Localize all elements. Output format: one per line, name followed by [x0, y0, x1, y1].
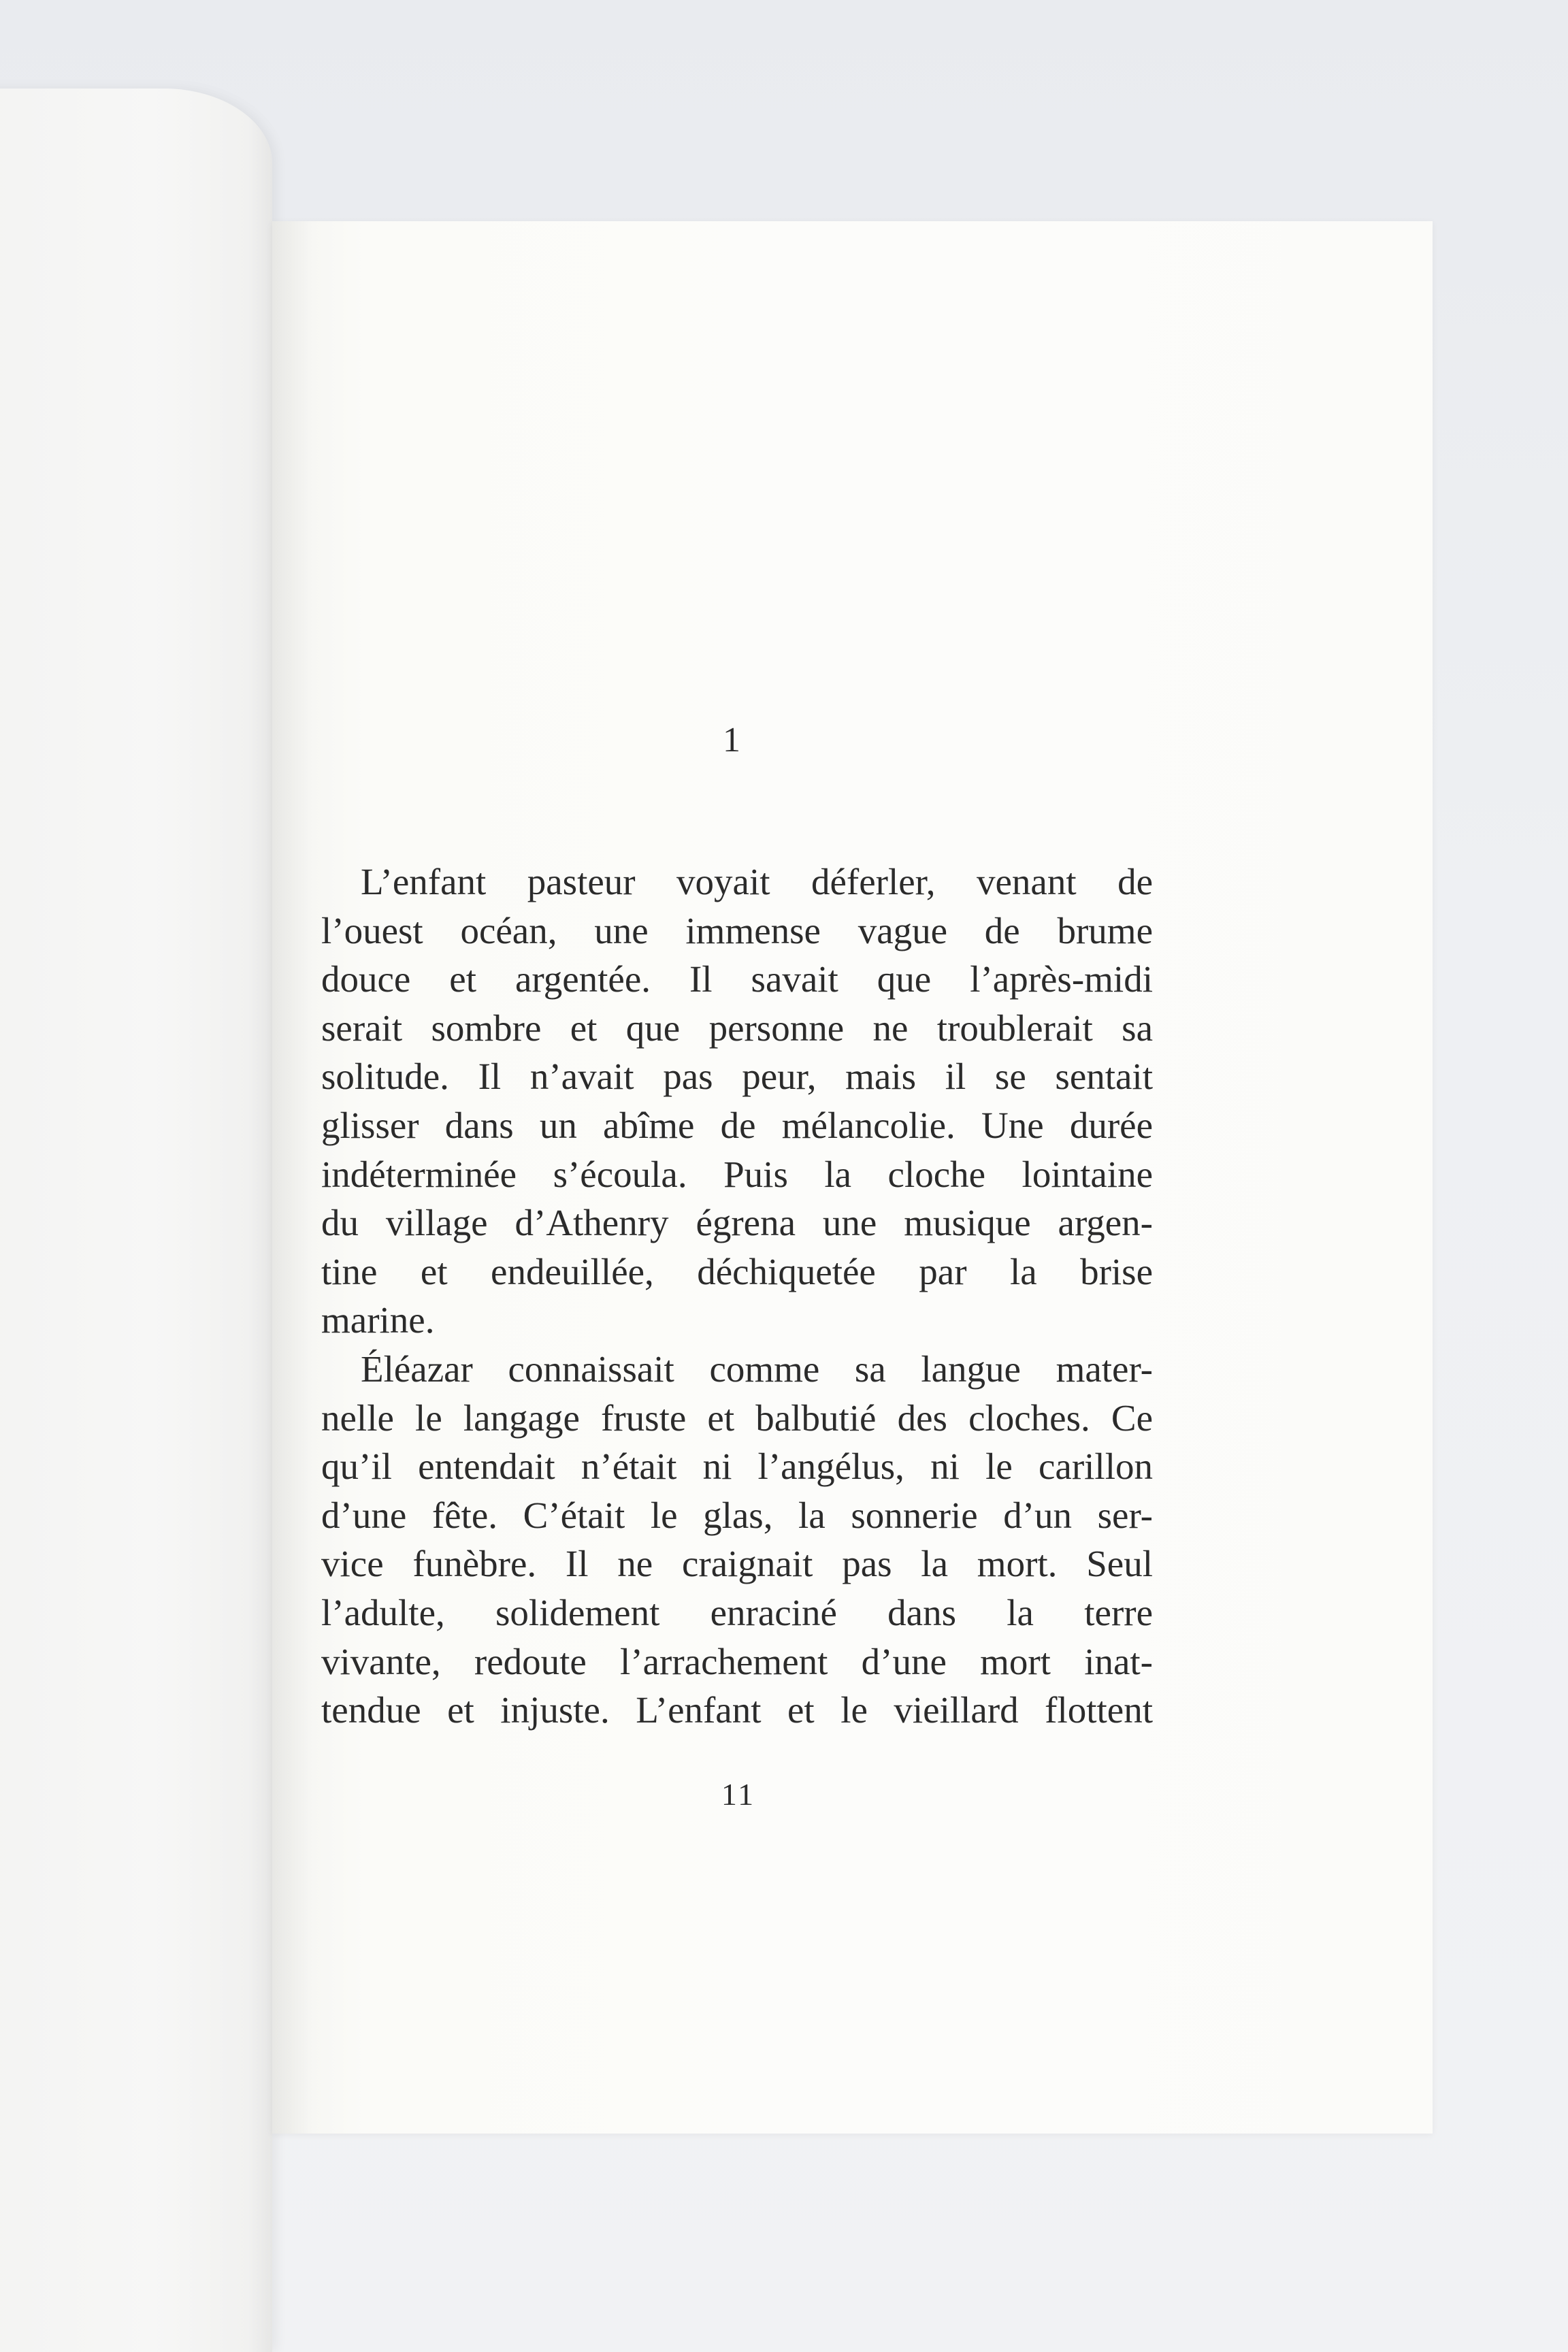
text-line: l’ouest océan, une immense vague de brume [321, 909, 1153, 951]
text-line: qu’il entendait n’était ni l’angélus, ni le carillon [321, 1446, 1153, 1488]
page-number: 11 [721, 1777, 756, 1812]
text-line: nelle le langage fruste et balbutié des cloches. Ce [321, 1396, 1153, 1439]
body-text [321, 858, 1153, 1735]
text-line: l’adulte, solidement enraciné dans la terre [321, 1591, 1153, 1633]
text-line: tendue et injuste. L’enfant et le vieillard flottent [321, 1689, 1153, 1731]
text-line: solitude. Il n’avait pas peur, mais il se sentait [321, 1056, 1153, 1098]
chapter-number: 1 [723, 721, 740, 760]
left-page [0, 88, 272, 2352]
text-line: indéterminée s’écoula. Puis la cloche lointaine [321, 1153, 1153, 1195]
text-line: tine et endeuillée, déchiquetée par la brise [321, 1250, 1153, 1292]
text-line: L’enfant pasteur voyait déferler, venant de [361, 861, 1153, 902]
text-line: vivante, redoute l’arrachement d’une mort inat- [321, 1640, 1153, 1682]
text-line: serait sombre et que personne ne troublerait sa [321, 1007, 1153, 1049]
text-line: glisser dans un abîme de mélancolie. Une durée [321, 1104, 1153, 1146]
gutter-shadow [272, 221, 313, 2134]
text-line: marine. [321, 1299, 435, 1341]
text-line: du village d’Athenry égrena une musique argen- [321, 1202, 1153, 1244]
text-line: Éléazar connaissait comme sa langue mater- [361, 1348, 1153, 1390]
text-line: douce et argentée. Il savait que l’après-midi [321, 958, 1153, 1000]
text-line: vice funèbre. Il ne craignait pas la mort. Seul [321, 1543, 1153, 1585]
text-line: d’une fête. C’était le glas, la sonnerie d’un ser- [321, 1494, 1153, 1536]
